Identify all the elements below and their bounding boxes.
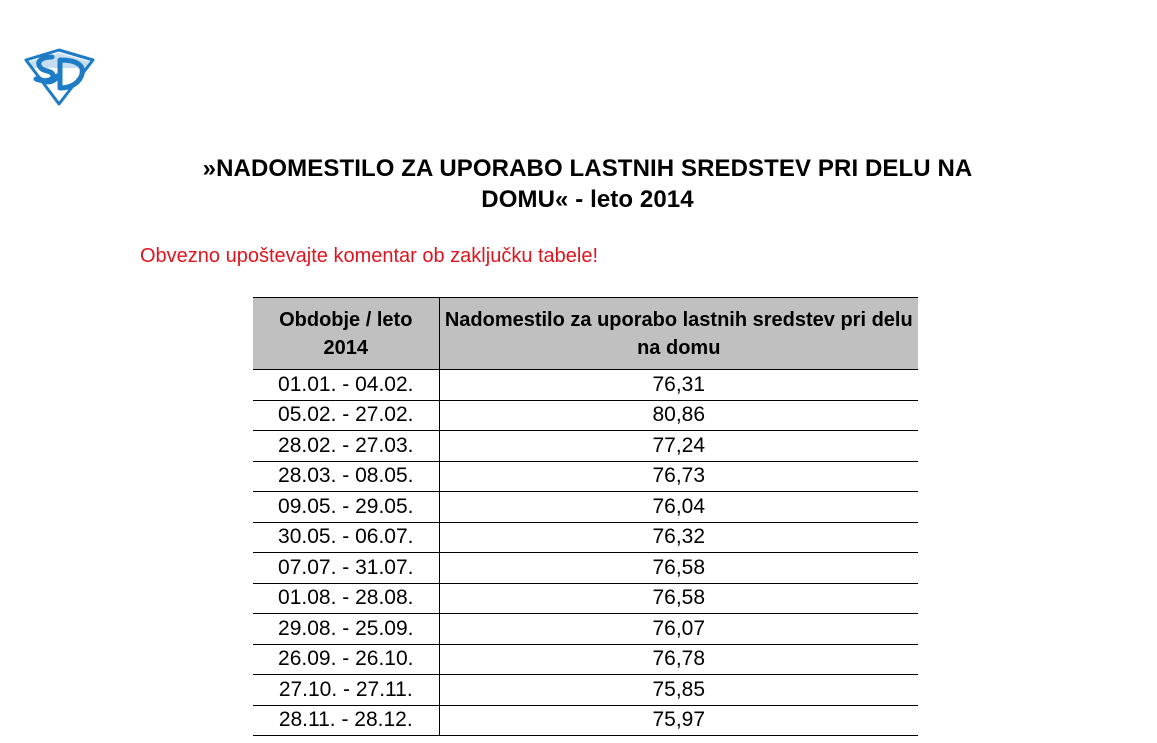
amount-cell: 76,07 [439,614,918,645]
page-title [0,153,1157,215]
period-cell: 01.08. - 28.08. [253,583,439,614]
rates-table [253,297,918,736]
table-row [253,492,918,523]
amount-cell: 76,58 [439,583,918,614]
table-row [253,400,918,431]
period-cell: 28.03. - 08.05. [253,461,439,492]
period-cell: 27.10. - 27.11. [253,675,439,706]
table-row [253,614,918,645]
table-row [253,705,918,736]
table-row [253,461,918,492]
amount-cell: 76,32 [439,522,918,553]
amount-cell: 75,85 [439,675,918,706]
period-cell: 26.09. - 26.10. [253,644,439,675]
warning-note: Obvezno upoštevajte komentar ob zaključku tabele! [140,245,599,267]
table-header-row [253,298,918,370]
amount-cell: 77,24 [439,431,918,462]
period-cell: 01.01. - 04.02. [253,370,439,401]
table-row [253,553,918,584]
amount-cell: 76,58 [439,553,918,584]
period-cell: 05.02. - 27.02. [253,400,439,431]
period-cell: 30.05. - 06.07. [253,522,439,553]
table-row [253,675,918,706]
table-row [253,583,918,614]
table-row [253,431,918,462]
title-line-1: »NADOMESTILO ZA UPORABO LASTNIH SREDSTEV PRI DELU NA [202,155,973,182]
table-row [253,644,918,675]
table-row [253,370,918,401]
period-cell: 28.11. - 28.12. [253,705,439,736]
amount-cell: 80,86 [439,400,918,431]
header-period: Obdobje / leto 2014 [253,298,439,370]
table-row [253,522,918,553]
header-amount: Nadomestilo za uporabo lastnih sredstev pri delu na domu [439,298,918,370]
amount-cell: 76,78 [439,644,918,675]
amount-cell: 76,31 [439,370,918,401]
period-cell: 29.08. - 25.09. [253,614,439,645]
amount-cell: 76,73 [439,461,918,492]
title-line-2: DOMU« - leto 2014 [481,186,694,213]
amount-cell: 75,97 [439,705,918,736]
amount-cell: 76,04 [439,492,918,523]
period-cell: 28.02. - 27.03. [253,431,439,462]
period-cell: 07.07. - 31.07. [253,553,439,584]
period-cell: 09.05. - 29.05. [253,492,439,523]
logo-icon [22,48,96,106]
